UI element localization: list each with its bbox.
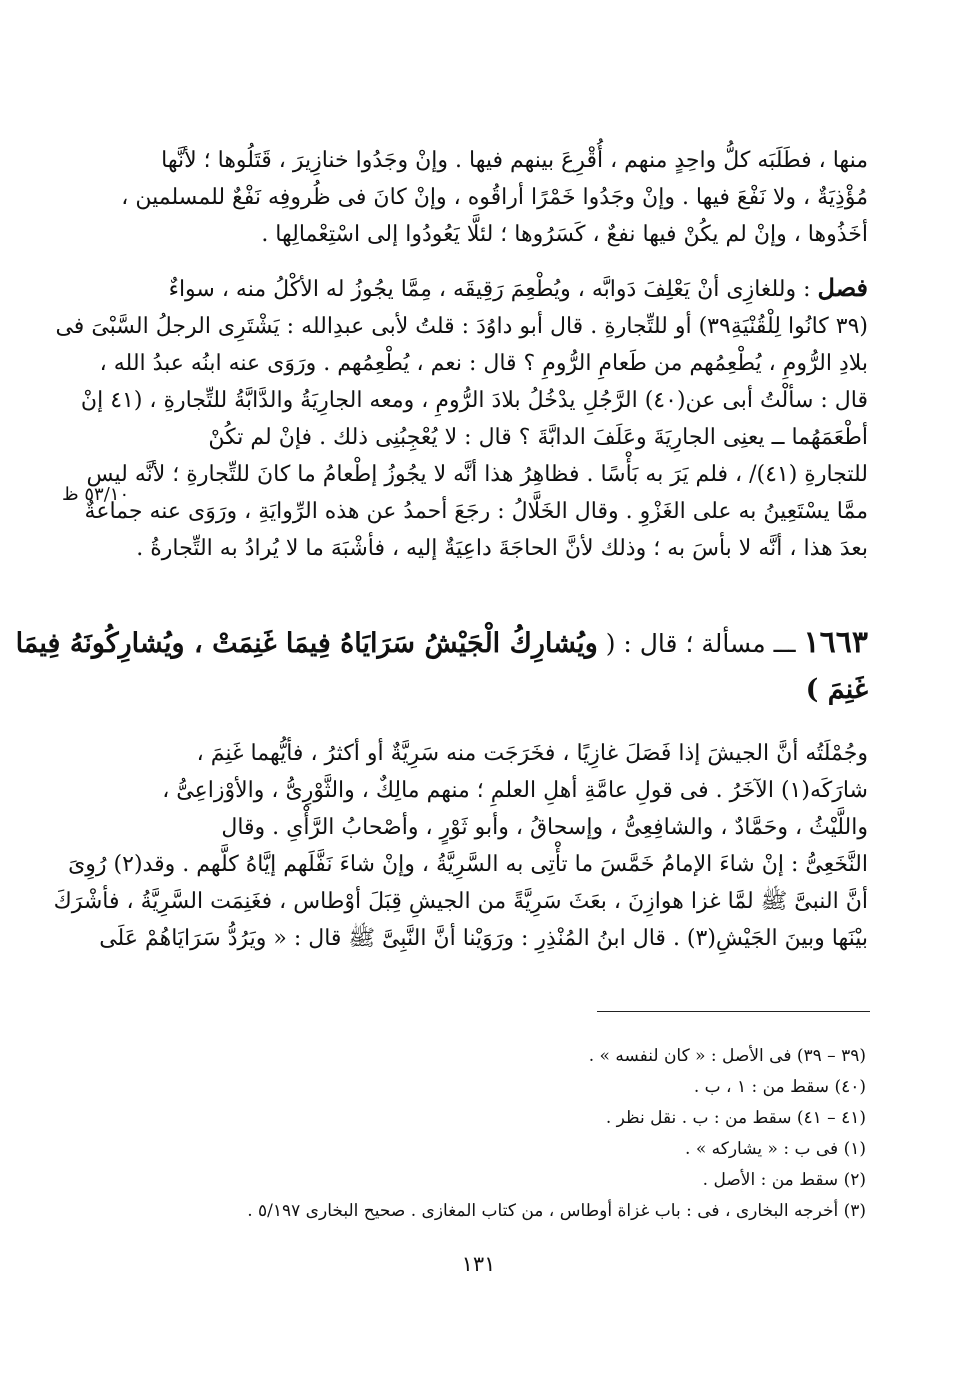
text-line: أنَّ النبىَّ ﷺ لمَّا غزا هوازِنَ ، بعَثَ سَرِيَّةً من الجيشِ قِبَلَ أوْطاس ، فغَنِمَت السَّرِيَّةُ ، فأشْرَكَ bbox=[53, 889, 868, 914]
text-line: بلادِ الرُّومِ ، يُطْعِمُهم من طَعامِ الرُّومِ ؟ قال : نعم ، يُطْعِمُهم . ورَوَى عنه ابنُه عبدُ الله ، bbox=[99, 351, 868, 376]
footnote: (٤١ – ٤١) سقط من : ب . نقل نظر . bbox=[605, 1108, 866, 1128]
text-line: وجُمْلَتُه أنَّ الجيشَ إذا فَصَلَ غازِيًا ، فخَرَجَت منه سَرِيَّةٌ أو أكثرُ ، فأيُّهما غَنِمَ ، bbox=[196, 741, 868, 766]
text-line: واللَّيْثُ ، وحَمَّادٌ ، والشافِعِىُّ ، وإسحاقُ ، وأبو ثَوْرٍ ، وأصْحابُ الرَّأْىِ . وقال bbox=[221, 815, 868, 840]
footnote: (٣٩ – ٣٩) فى الأصل : « كان لنفسه » . bbox=[588, 1046, 866, 1066]
footnote: (٢) سقط من : الأصل . bbox=[702, 1170, 866, 1190]
paragraph-3 bbox=[53, 735, 868, 957]
fasl-keyword: فصل bbox=[817, 273, 868, 302]
masala-number: ١٦٦٣ bbox=[803, 625, 868, 660]
footnote: (١) فى ب : « يشاركه » . bbox=[685, 1139, 866, 1159]
text-line: ممَّا يسْتَعِينُ به على الغَزْوِ . وقال الخَلَّالُ : رجَعَ أحمدُ عن هذه الرِّوايَةِ ، ورَوَى عنه جماعةٌ bbox=[84, 499, 868, 524]
footnote: (٤٠) سقط من : ١ ، ب . bbox=[693, 1077, 866, 1097]
text-line: شارَكَه(١) الآخَرُ . فى قولِ عامَّةِ أهلِ العلمِ ؛ منهم مالِكٌ ، والثَّوْرِىُّ ، والأوْزاعِىُّ ، bbox=[162, 778, 868, 803]
text-line-rest: : وللغازِى أنْ يَعْلِفَ دَوابَّه ، ويُطْعِمَ رَقِيقَه ، مِمَّا يجُوزُ له الأكْلُ منه ، سواءٌ bbox=[168, 277, 818, 302]
text-line: أخَذُوها ، وإنْ لم يكُنْ فيها نفعٌ ، كَسَرُوها ؛ لئلَّا يَعُودُوا إلى اسْتِعْمالِها . bbox=[261, 222, 868, 247]
text-line: (٣٩ كانُوا لِلْقُنْيَةِ٣٩) أو للتِّجارةِ . قال أبو داوُدَ : قلتُ لأبى عبدِالله : يَشْتَرِى الرجلُ السَّبْىَ فى bbox=[55, 314, 868, 339]
page-number: ١٣١ bbox=[461, 1252, 496, 1276]
footnote-divider bbox=[597, 1011, 870, 1012]
text-line: منها ، فطَلَبَه كلُّ واحِدٍ منهم ، أُقْرِعَ بينهم فيها . وإنْ وجَدُوا خنازِيرَ ، قَتَلُوها ؛ لأنَّها bbox=[161, 148, 868, 173]
text-line: بعدَ هذا ، أنَّه لا بأسَ به ؛ وذلك لأنَّ الحاجَةَ داعِيَةٌ إليه ، فأشْبَهَ ما لا يُرادُ به التِّجارةُ . bbox=[136, 536, 868, 561]
text-line: للتجارةِ (٤١)/ ، فلم يَرَ به بَأْسًا . فظاهِرُ هذا أنَّه لا يجُوزُ إطْعامُ ما كانَ للتِّجارةِ ؛ لأنَّه ليس bbox=[86, 462, 868, 487]
footnote: (٣) أخرجه البخارى ، فى : باب غزاة أوطاس ، من كتاب المغازى . صحيح البخارى ٥/١٩٧ . bbox=[247, 1201, 866, 1221]
text-line: النَّخَعِىُّ : إنْ شاءَ الإمامُ خَمَّسَ ما تأْتِى به السَّرِيَّةُ ، وإنْ شاءَ نَفَّلَهم إيَّاهُ كلَّهم . وقد(٢) رُوِىَ bbox=[68, 852, 868, 877]
text-line bbox=[150, 269, 868, 308]
heading-line bbox=[15, 620, 868, 667]
text-line: قال : سألْتُ أبى عن(٤٠) الرَّجُلِ يدْخُلُ بلادَ الرُّومِ ، ومعه الجارِيَةُ والدَّابَّةُ للتِّجارةِ ، (٤١ إنْ bbox=[80, 388, 868, 413]
paragraph-1 bbox=[121, 142, 868, 253]
masala-heading bbox=[15, 620, 868, 713]
text-line: مُؤْذِيَةٌ ، ولا نَفْعَ فيها . وإنْ وجَدُوا خَمْرًا أراقُوه ، وإنْ كانَ فى ظُروفِه نَفْعٌ للمسلمين ، bbox=[121, 185, 868, 210]
footnotes bbox=[150, 1041, 866, 1227]
masala-text-continued: غَنِمَ ) bbox=[805, 674, 868, 705]
masala-text: ويُشارِكُ الْجَيْشُ سَرَايَاهُ فِيمَا غَنِمَتْ ، ويُشارِكُونَهُ فِيمَا bbox=[15, 628, 598, 659]
margin-folio-note: ٥٣/١٠ ظ bbox=[62, 484, 130, 505]
masala-prefix: ـــ مسألة ؛ قال : ( bbox=[597, 629, 804, 658]
text-line: أطْعَمَهُما ــ يعنِى الجارِيَةَ وعَلَفَ الدابَّةَ ؟ قال : لا يُعْجِبُنِى ذلك . فإنْ لم تكُنْ bbox=[208, 425, 868, 450]
text-line: بيْنَها وبينَ الجَيْشِ(٣) . قال ابنُ المُنْذِرِ : ورَوَيْنا أنَّ النَّبِىَّ ﷺ قال : « ويَرُدُّ سَرَايَاهُمْ عَلَى bbox=[99, 926, 868, 951]
